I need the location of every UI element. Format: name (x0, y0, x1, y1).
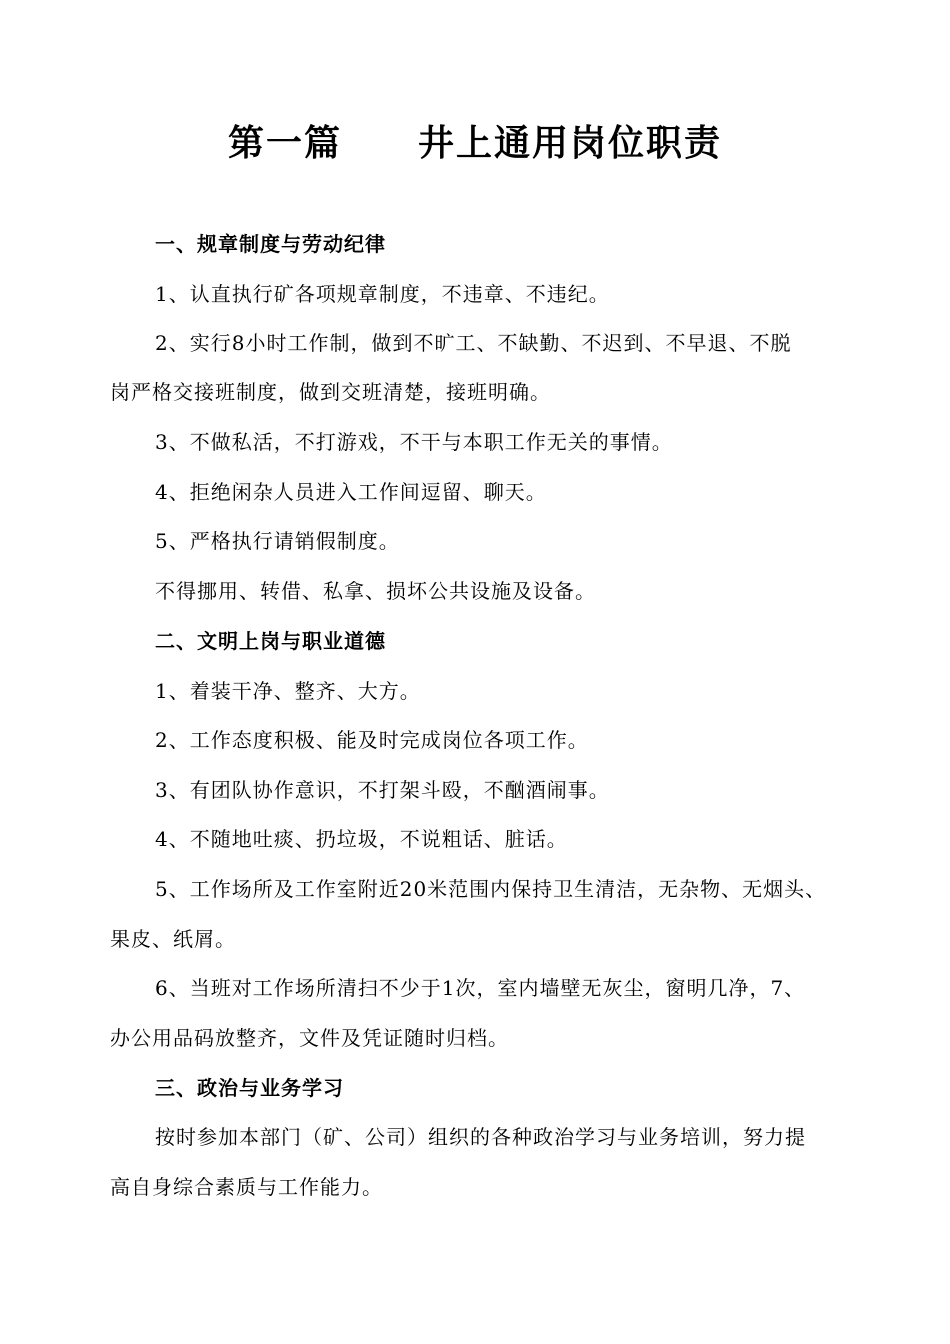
paragraph-line: 按时参加本部门（矿、公司）组织的各种政治学习与业务培训，努力提 (155, 1125, 806, 1149)
paragraph-line: 3、有团队协作意识，不打架斗殴，不酗酒闹事。 (155, 778, 610, 802)
paragraph-line: 办公用品码放整齐，文件及凭证随时归档。 (110, 1026, 509, 1050)
paragraph-line: 4、拒绝闲杂人员进入工作间逗留、聊天。 (155, 480, 547, 504)
paragraph-line: 果皮、纸屑。 (110, 927, 236, 951)
paragraph-line: 6、当班对工作场所清扫不少于1次，室内墙壁无灰尘，窗明几净，7、 (155, 976, 806, 1000)
paragraph-line: 1、认直执行矿各项规章制度，不违章、不违纪。 (155, 282, 610, 306)
section-heading: 一、规章制度与劳动纪律 (155, 232, 386, 256)
paragraph-line: 5、严格执行请销假制度。 (155, 529, 400, 553)
paragraph-line: 4、不随地吐痰、扔垃圾，不说粗话、脏话。 (155, 827, 568, 851)
paragraph-line: 1、着装干净、整齐、大方。 (155, 679, 421, 703)
page-title: 第一篇 井上通用岗位职责 (227, 122, 722, 164)
paragraph-line: 5、工作场所及工作室附近20米范围内保持卫生清洁，无杂物、无烟头、 (155, 877, 827, 901)
paragraph-line: 2、工作态度积极、能及时完成岗位各项工作。 (155, 728, 589, 752)
section-heading: 三、政治与业务学习 (155, 1076, 344, 1100)
paragraph-line: 不得挪用、转借、私拿、损坏公共设施及设备。 (155, 579, 596, 603)
paragraph-line: 高自身综合素质与工作能力。 (110, 1175, 383, 1199)
paragraph-line: 2、实行8小时工作制，做到不旷工、不缺勤、不迟到、不早退、不脱 (155, 331, 792, 355)
paragraph-line: 岗严格交接班制度，做到交班清楚，接班明确。 (110, 380, 551, 404)
paragraph-line: 3、不做私活，不打游戏，不干与本职工作无关的事情。 (155, 430, 673, 454)
section-heading: 二、文明上岗与职业道德 (155, 629, 386, 653)
